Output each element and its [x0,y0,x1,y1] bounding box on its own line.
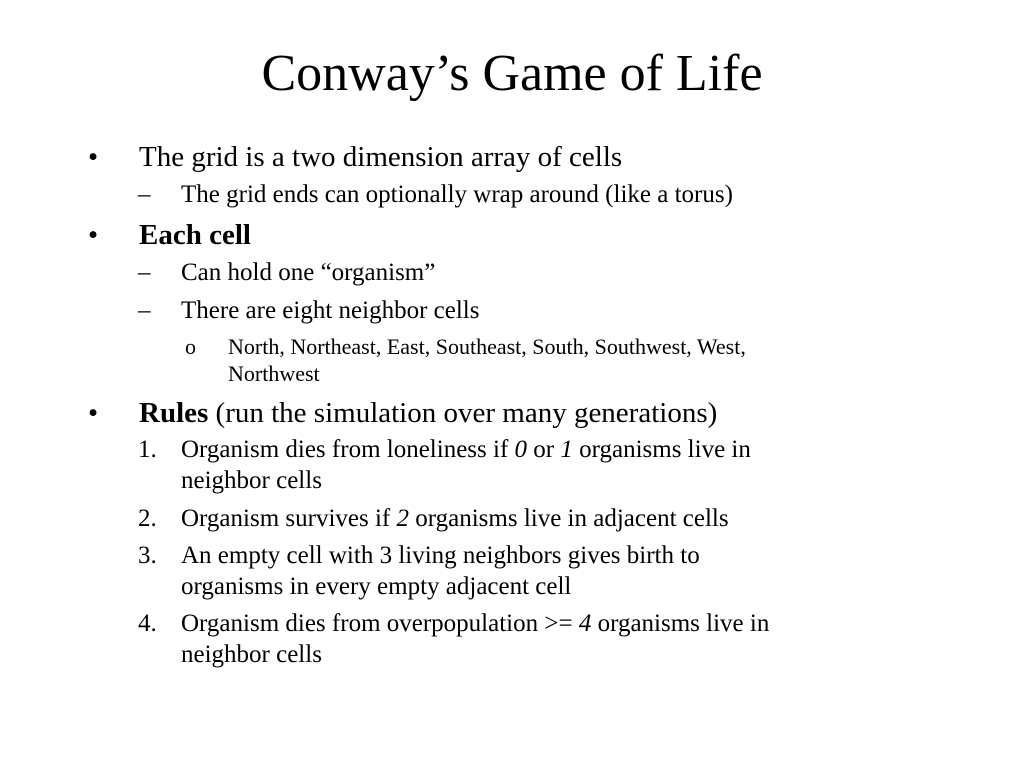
rule-text: or [527,436,561,463]
bullet-marker: • [88,397,99,429]
bullet-marker: • [88,141,99,173]
sub-item-neighbors: There are eight neighbor cells [181,297,480,324]
sub-item-wrap: The grid ends can optionally wrap around (like a torus) [181,181,733,208]
rule-number-italic: 1 [560,436,573,463]
dash-marker: – [138,297,151,324]
rule-text: Organism dies from loneliness if [181,436,515,463]
rule-number-italic: 4 [578,610,592,637]
rules-label: Rules [139,397,209,429]
directions-line-1: North, Northeast, East, Southeast, South, Southwest, West, [228,334,746,359]
rule-2-line-1 [181,504,729,534]
sub-item-organism: Can hold one “organism” [181,259,436,286]
rule-4-line-2: neighbor cells [181,641,322,668]
rules-description: (run the simulation over many generations) [208,397,718,429]
rule-text: Organism dies from overpopulation >= [181,610,579,637]
sub-bullet-marker: o [185,334,196,359]
rule-1-line-1 [181,435,751,465]
bullet-grid: The grid is a two dimension array of cells [139,141,623,173]
slide-title: Conway’s Game of Life [261,45,763,102]
rule-text: organisms live in [591,610,770,637]
bullet-rules [139,396,717,430]
dash-marker: – [138,181,151,208]
rule-1-line-2: neighbor cells [181,467,322,494]
rule-number: 2. [138,505,157,532]
rule-number-italic: 0 [514,436,528,463]
directions-line-2: Northwest [228,361,320,386]
rule-number-italic: 2 [396,505,409,532]
bullet-each-cell: Each cell [139,219,251,251]
dash-marker: – [138,259,151,286]
rule-number: 3. [138,542,157,569]
bullet-marker: • [88,219,99,251]
rule-text: Organism survives if [181,505,397,532]
rule-3-line-2: organisms in every empty adjacent cell [181,573,572,600]
rule-3-line-1: An empty cell with 3 living neighbors gives birth to [181,542,700,569]
rule-number: 1. [138,436,157,463]
rule-text: organisms live in [572,436,751,463]
rule-4-line-1 [181,609,769,639]
rule-number: 4. [138,610,157,637]
rule-text: organisms live in adjacent cells [409,505,729,532]
